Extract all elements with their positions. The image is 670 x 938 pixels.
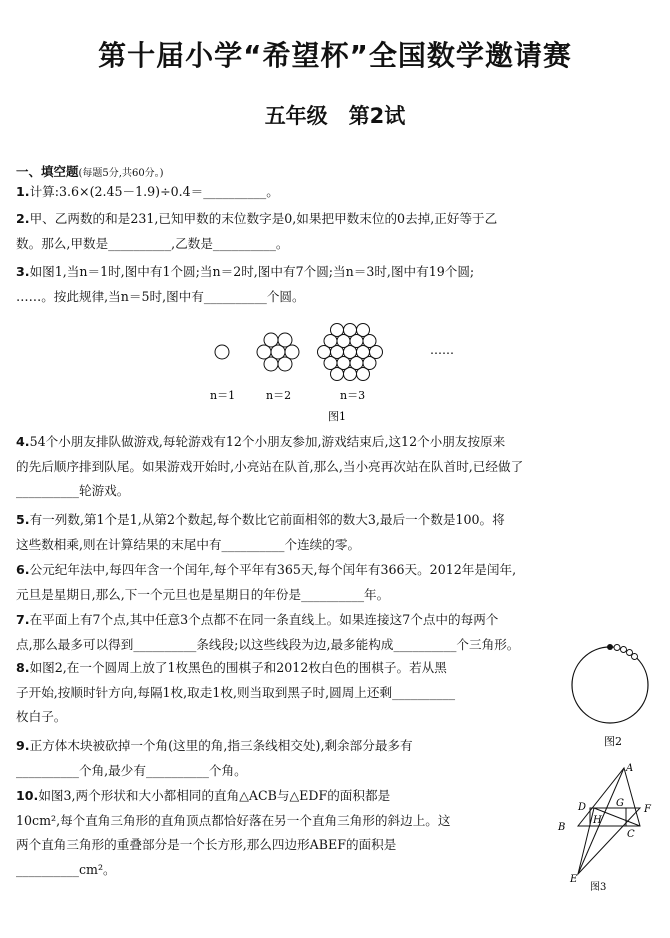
question-text: 点,那么最多可以得到__________条线段;以这些线段为边,最多能构成__________个三角形。 <box>16 636 520 652</box>
question-6 <box>16 558 516 607</box>
question-number: 3. <box>16 264 30 279</box>
question-text: 54个小朋友排队做游戏,每轮游戏有12个小朋友参加,游戏结束后,这12个小朋友按原来 <box>29 434 506 449</box>
question-text: 正方体木块被砍掉一个角(这里的角,指三条线相交处),剩余部分最多有 <box>29 738 413 753</box>
question-text: __________个角,最少有__________个角。 <box>16 762 247 778</box>
question-text: 如图1,当n＝1时,图中有1个圆;当n＝2时,图中有7个圆;当n＝3时,图中有19个圆; <box>29 264 475 279</box>
circle-n1 <box>215 345 229 359</box>
triangle-edf <box>578 808 640 874</box>
page-title: 第十届小学“希望杯”全国数学邀请赛 <box>98 39 572 72</box>
question-text: 子开始,按顺时针方向,每隔1枚,取走1枚,则当取到黑子时,圆周上还剩__________ <box>16 684 456 700</box>
question-number: 1. <box>16 184 30 199</box>
question-text: 数。那么,甲数是__________,乙数是__________。 <box>16 235 289 251</box>
question-text: 的先后顺序排到队尾。如果游戏开始时,小亮站在队首,那么,当小亮再次站在队首时,已经做了 <box>16 458 524 474</box>
figure-1-label-n2: n＝2 <box>266 389 292 402</box>
page-subtitle: 五年级 第2试 <box>264 104 406 128</box>
label-d: D <box>578 802 587 813</box>
circle-group-n2 <box>257 333 299 371</box>
question-text: __________轮游戏。 <box>16 483 130 498</box>
question-text: 元旦是星期日,那么,下一个元旦也是星期日的年份是__________年。 <box>16 586 390 602</box>
question-text: 10cm²,每个直角三角形的直角顶点都恰好落在另一个直角三角形的斜边上。这 <box>16 812 451 828</box>
figure-1-caption: 图1 <box>328 410 346 423</box>
figure-2 <box>568 632 668 752</box>
circle-group-n3 <box>318 324 383 381</box>
question-number: 7. <box>16 612 30 627</box>
figure-1-label-n3: n＝3 <box>340 389 366 402</box>
label-f: F <box>644 804 651 815</box>
question-3 <box>16 260 474 309</box>
question-text: 枚白子。 <box>16 709 67 724</box>
label-c: C <box>627 829 635 840</box>
question-number: 5. <box>16 512 30 527</box>
figure-2-caption: 图2 <box>604 735 622 748</box>
question-4 <box>16 430 523 504</box>
question-number: 6. <box>16 562 30 577</box>
label-a: A <box>626 763 634 774</box>
figure-3 <box>556 762 660 894</box>
label-e: E <box>570 874 578 885</box>
question-number: 9. <box>16 738 30 753</box>
question-9 <box>16 734 413 783</box>
question-10 <box>16 784 450 882</box>
question-number: 8. <box>16 660 30 675</box>
figure-3-caption: 图3 <box>590 882 607 893</box>
label-h: H <box>593 815 602 826</box>
question-text: 计算:3.6×(2.45－1.9)÷0.4＝__________。 <box>29 184 279 199</box>
question-text: 在平面上有7个点,其中任意3个点都不在同一条直线上。如果连接这7个点中的每两个 <box>29 612 499 627</box>
question-number: 4. <box>16 434 30 449</box>
section-note: (每题5分,共60分。) <box>78 168 164 179</box>
question-text: ……。按此规律,当n＝5时,图中有__________个圆。 <box>16 288 305 304</box>
question-number: 10. <box>16 788 39 803</box>
question-text: __________cm²。 <box>16 861 116 877</box>
question-text: 如图3,两个形状和大小都相同的直角△ACB与△EDF的面积都是 <box>38 788 391 803</box>
question-1 <box>16 180 279 205</box>
question-text: 有一列数,第1个是1,从第2个数起,每个数比它前面相邻的数大3,最后一个数是100。将 <box>29 512 505 527</box>
figure-1 <box>200 312 480 427</box>
black-stone <box>607 644 613 650</box>
question-7 <box>16 608 519 657</box>
question-text: 这些数相乘,则在计算结果的末尾中有__________个连续的零。 <box>16 536 361 552</box>
question-text: 甲、乙两数的和是231,已知甲数的末位数字是0,如果把甲数末位的0去掉,正好等于乙 <box>29 211 498 226</box>
question-2 <box>16 207 497 256</box>
question-number: 2. <box>16 211 30 226</box>
figure-1-ellipsis: …… <box>430 343 454 357</box>
question-text: 两个直角三角形的重叠部分是一个长方形,那么四边形ABEF的面积是 <box>16 837 397 852</box>
question-5 <box>16 508 505 557</box>
white-stones <box>614 645 638 660</box>
question-8 <box>16 656 455 730</box>
question-text: 公元纪年法中,每四年含一个闰年,每个平年有365天,每个闰年有366天。2012年是闰年, <box>29 562 517 577</box>
section-heading <box>16 162 164 180</box>
section-title: 一、填空题 <box>16 164 79 179</box>
label-g: G <box>616 798 624 809</box>
label-b: B <box>558 822 566 833</box>
figure-1-label-n1: n＝1 <box>210 389 236 402</box>
question-text: 如图2,在一个圆周上放了1枚黑色的围棋子和2012枚白色的围棋子。若从黑 <box>29 660 447 675</box>
